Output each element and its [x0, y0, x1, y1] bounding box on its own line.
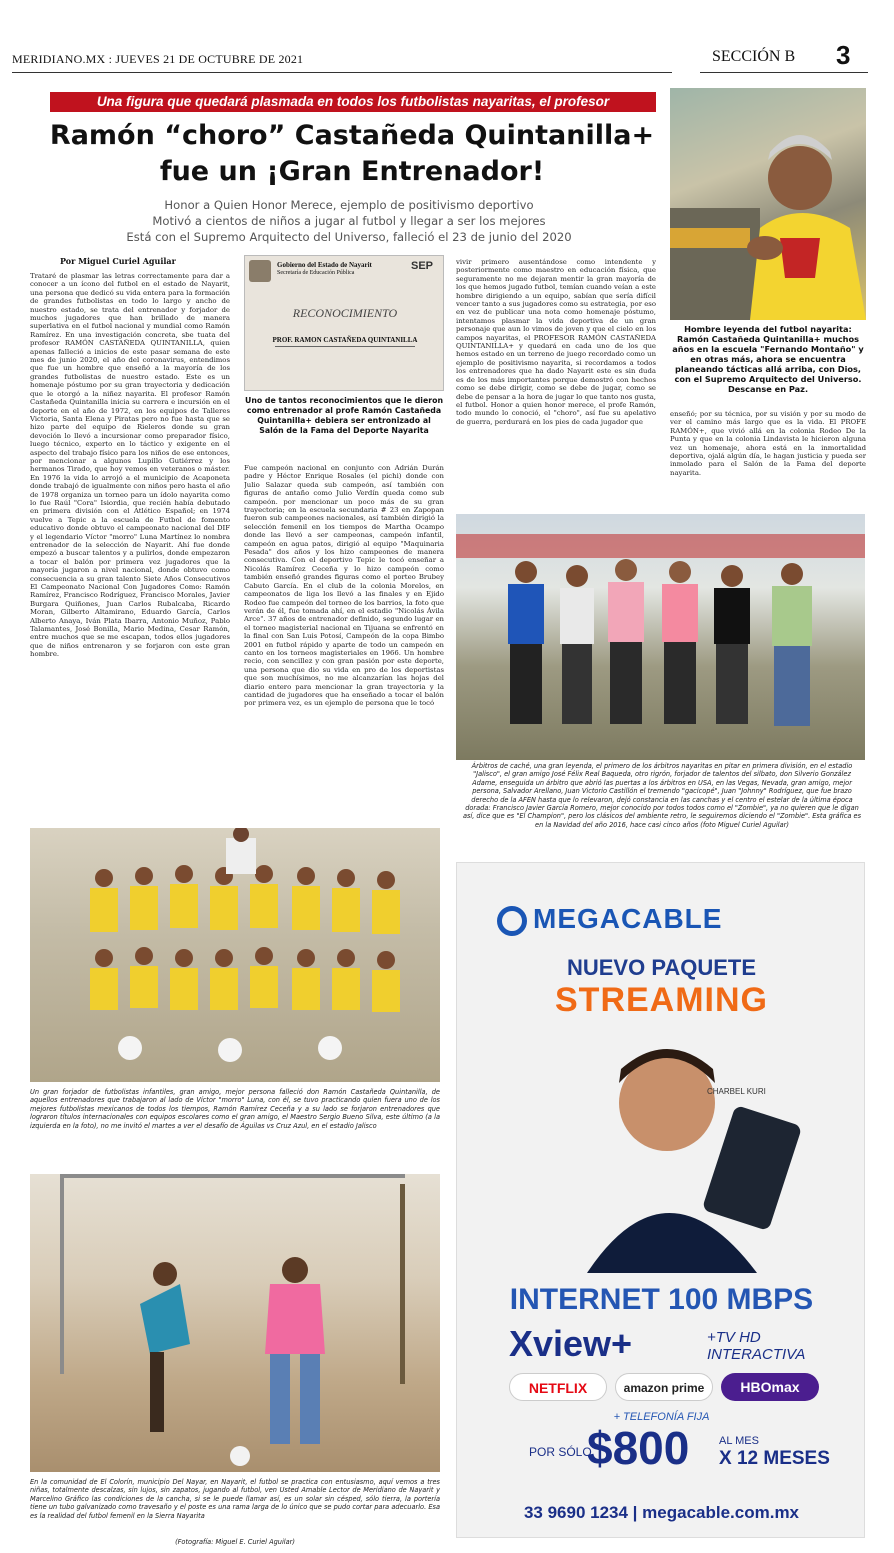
deck-line-1: Honor a Quien Honor Merece, ejemplo de positivismo deportivo — [164, 198, 534, 212]
portrait-caption: Hombre leyenda del futbol nayarita: Ramón Castañeda Quintanilla+ muchos años en la escuela "Fernando Montaño" y en otras más, ahora se encuentra planeando tácticas allá arriba, con Dios, con el Supremo Arquitecto del Universo. Descanse en Paz. — [672, 324, 864, 394]
deck — [40, 197, 658, 245]
megacable-logo — [497, 903, 722, 936]
referees-caption: Árbitros de caché, una gran leyenda, el primero de los árbitros nayaritas en pitar en primera división, en el estadio "Jalisco", el gran amigo José Félix Real Baqueda, otro rigrón, forjador de talentos del silbato, don Silverio González Adame, enseguida un árbitro que abrió las puertas a los árbitros en USA, en las Vegas, Nevada, gran amigo, mejor persona, Salvador Arellano, Juan Victorio Castillón el tremendo "gacicopé", Juan "Johnny" Rodríguez, que fue brazo derecho de la AFEN hasta que lo relevaron, dejó constancia en las canchas y el centro el estelar de la última época dorada: Francisco Javier García Romero, mejor conocido por todos todos como el "Zombie", ya no quieren que le digan así, dice que es "El Champion", pero los clásicos del ambiente retro, le seguiremos diciendo el "Zombie". Esta gráfica es en la Navidad del año 2016, hace casi cinco años (foto Miguel Curiel Aguilar) — [462, 762, 862, 829]
ad-xview: Xview+ — [509, 1323, 633, 1364]
headline-line-1: Ramón “choro” Castañeda Quintanilla+ — [49, 120, 655, 151]
certificate-caption: Uno de tantos reconocimientos que le dieron como entrenador al profe Ramón Castañeda Quintanilla+ debiera ser entronizado al Salón de la Fama del Deporte Nayarita — [244, 396, 443, 435]
section-label: SECCIÓN B — [712, 48, 796, 65]
netflix-badge: NETFLIX — [509, 1373, 607, 1401]
ad-al-mes: AL MES — [719, 1435, 759, 1447]
ad-internet-speed: INTERNET 100 MBPS — [509, 1283, 814, 1316]
amazon-prime-badge: amazon prime — [615, 1373, 713, 1401]
dateline: MERIDIANO.MX : JUEVES 21 DE OCTUBRE DE 2021 — [12, 52, 304, 66]
ad-por-solo: POR SÓLO — [529, 1445, 592, 1459]
header-rule — [12, 72, 672, 73]
team-illustration — [30, 828, 440, 1082]
deck-line-2: Motivó a cientos de niños a jugar al futbol y llegar a ser los mejores — [152, 214, 546, 228]
ad-promo-streaming: STREAMING — [555, 981, 768, 1019]
article-column-4: enseñó; por su técnica, por su visión y por su modo de ver el camino más largo que es la vida. El PROFE RAMÓN+, que vivió allá en la colonia Rodeo De la Punta y que en la colonia Lindavista le hicieron alguna vez un homenaje, ahora está en la inmortalidad deportiva, ojalá algún día, le hagan justicia y pueda ser inmolado para el Salón de la Fama del deporte nayarita. — [670, 410, 866, 477]
girls-football-photo — [30, 1174, 440, 1472]
ad-12-meses: X 12 MESES — [719, 1448, 830, 1469]
article-column-2: Fue campeón nacional en conjunto con Adrián Durán padre y Héctor Enrique Rosales (el pichi) donde con Julio Salazar queda sub campeón, así también con figuras de antaño como Julio Verdín queda como sub campeón. por mencionar un poco más de su gran trayectoria; en la escuela secundaria # 23 en Zapopan fueron sub campeones nacionales, así también dirigió la selección femenil en los tiempos de Martha Ocampo donde las llevó a ser campeonas, campeón infantil, campeón en agua patos, dirigió al equipo "Maquinaria Pesada" dos años y los hizo campeones de manera consecutiva. Con el deportivo Tepic le tocó enseñar a Nicolás Ramírez Ceceña y lo hizo campeón como también enseñó grandes figuras como el porteo Brubey Cabuto García. En el club de la colonia Morelos, en campeonatos de liga los llevó a las finales y en Ejido Rodeo fue campeón del torneo de los barrios, la foto que verán de él, fue tomada ahí, en el estadio "Nicolás Ávila Arce". 37 años de entrenador definido, segundo lugar en el torneo magisterial nacional en Tijuana se enfrentó en la final con San Luis Potosí, Campeón de la copa Bimbo 2001 en futbol rápido y aparte de todo un campeón en canto en los torneos magisteriales en 1966. Un hombre recio, con sencillez y con gran pasión por este deporte, una persona que dio su vida en pro de los deportistas que son muchísimos, no me alcanzarían las hojas del diario entero para mencionar la gran trayectoria y la cantidad de jugadores que ha enseñado a tocar el balón por primera vez, es un ejemplo de persona que le tocó — [244, 464, 444, 708]
article-column-1: Trataré de plasmar las letras correctamente para dar a conocer a un ícono del futbol en el estado de Nayarit, una persona que dedicó su vida entera para la formación de grandes futbolistas en todo lo largo y ancho de nuestro estado, se trata del entrenador y forjador de muchos jugadores que han brillado de manera superlativa en el futbol nacional y mundial como Ramón Ramírez. En una investigación concreta, sbe tuata del profesor RAMÓN CASTAÑEDA QUINTANILLA, quien apenas falleció a inicios de este pasar semana de este mes de junio 2020, el año del coronavirus, entendimos que fue un hombre que enseñó a la mayoría de los grandes futbolistas de nuestro estado. Este es un homenaje póstumo por su gran trayectoria y dedicación que le otorgó a la niñez nayarita. El profesor Ramón Castañeda Quintanilla inicia su carrera e incursión en el deporte en el año de 1972, en los equipos de Talleres Victoria, Santa Elena y Piratas pero no fue hasta que se hizo parte del equipo de Rieleros donde su gran devoción lo llevó a incursionar como preparador físico, luego técnico, experto en lo táctico y exigente en el aspecto del trabajo físico para los niños de ese entonces, por mencionar a algunos Lupillo Gutiérrez y los hermanos Tirado, que hoy vemos en veteranos o máster. En 1976 la vida lo arrojó a el municipio de Acaponeta donde trabajó de igualmente con niños pero hasta el año de 1978 organiza un torneo para un ídolo nayarita como lo fue Raúl "Cora" Isiordia, que recién había debutado en primera división con el Atlético Español; en 1974 vuelve a Tepic a la escuela de Futbol de fomento educativo donde obtuvo el campeonato nacional del DIF y el legendario Víctor "morro" Luna Martínez lo nombra entrenador de la selección de Nayarit. Ahí fue donde empezó a buscar talentos y a pulirlos, donde empezaron a tocar el balón por primera vez jugadores que la mayoría jugaron a nivel nacional, donde obtuvo como consecuencia a su gran talento Siete Años Consecutivos El Campeonato Nacional Con Jugadores Como: Ramón Ramírez, Francisco Rodríguez, Francisco Morales, Javier Burgara Quiñones, Juan Carlos Rubalcaba, Ricardo Moran, Gilberto Altamirano, Eduardo García, Carlos Alberto Anaya, Iván Plata Ibarra, Antonio Muñoz, Pablo Talamantes, José Bonilla, Mario Medina, Cesar Ramón, entre muchos que se me escapan, todos ellos jugadores que de niños entrenaron y se forjaron con este gran hombre. — [30, 272, 230, 659]
girls-caption: En la comunidad de El Colorín, municipio Del Nayar, en Nayarit, el futbol se practica con entusiasmo, aquí vemos a tres niñas, totalmente descalzas, sin lujos, sin zapatos, jugando al futbol, ven Usted Amable Lector de Meridiano de Nayarit y Marcelino Gráfico las condiciones de la cancha, si se le puede llamar así, es un solar sin césped, sólo tierra, la portería tiene un tubo galvanizado como travesaño y el poste es una rama larga de lo único que se pudo cortar para adecuarlo. Esa es la realidad del futbol femenil en la Sierra Nayarita — [30, 1478, 440, 1520]
certificate-title: RECONOCIMIENTO — [292, 306, 398, 320]
ad-promo: NUEVO PAQUETE — [566, 955, 757, 980]
hbo-max-badge: HBOmax — [721, 1373, 819, 1401]
state-seal-icon — [249, 260, 271, 282]
ad-celebrity-illustration — [517, 1033, 817, 1273]
article-column-3: vivir primero ausentándose como intendente y posteriormente como maestro en educación física, que seguramente no me dejaran mentir la gran mayoría de los que hemos jugado futbol, temían cuando veían a este hombre dirigiendo a un equipo, sabían que sería difícil vencer tanto a sus jugadores como su estrategia, por eso en vez de publicar una nota como homenaje póstumo, intentamos plasmar la vida deportiva de un gran personaje que aun lo vimos de joven y que el cielo en los campos nayaritas, el PROFESOR RAMÓN CASTAÑEDA QUINTANILLA+ y quedará en cada uno de los que hemos estado en un terreno de juego recordado como un ejemplo de positivismo nayarita, si recordamos a todos los entrenadores que ha dado Nayarit este es sin duda es de los más importantes porque demostró con hechos como se debe dirigir, como se debe de jugar, como se debe de pensar a la hora de jugar lo que tanto nos gusta, el futbol. Honor a quien honor merece, el profe Ramón, todo mundo lo conoció, el "choro", así fue su apelativo de guerra, perdurará en los pies de cada jugador que — [456, 258, 656, 426]
deck-line-3: Está con el Supremo Arquitecto del Universo, falleció el 23 de junio del 2020 — [126, 230, 572, 244]
megacable-brand-text: MEGACABLE — [533, 903, 723, 934]
page-number: 3 — [836, 40, 851, 70]
kicker-banner: Una figura que quedará plasmada en todos los futbolistas nayaritas, el profesor — [50, 92, 656, 112]
ad-celebrity-name: CHARBEL KURI — [707, 1087, 766, 1096]
girls-illustration — [30, 1174, 440, 1472]
ad-contact[interactable]: 33 9690 1234 | megacable.com.mx — [523, 1503, 800, 1522]
certificate-gov-line: Gobierno del Estado de Nayarit — [277, 261, 372, 269]
headline — [18, 118, 686, 190]
megacable-advertisement[interactable] — [456, 862, 865, 1538]
ad-price: $800 — [587, 1422, 690, 1474]
team-photo — [30, 828, 440, 1082]
certificate-name: PROF. RAMON CASTAÑEDA QUINTANILLA — [272, 336, 418, 344]
header-rule-right — [700, 72, 868, 73]
ad-telefonia: + TELEFONÍA FIJA — [613, 1411, 710, 1423]
certificate-underline — [275, 346, 415, 347]
megacable-circle-icon — [497, 906, 527, 936]
team-caption: Un gran forjador de futbolistas infantiles, gran amigo, mejor persona falleció don Ramón Castañeda Quintanilla, de aquellos entrenadores que trabajaron al lado de Víctor "morro" Luna, con él, se tuvo practicando quien fuera uno de los mejores futbolistas mexicanos de todos los tiempos, Ramón Ramírez Ceceña y a su lado se forjaron entrenadores que lograron títulos internacionales con equipos escolares como el gran amigo, el Maestro Sergio Bueno Silva, este último (a la izquierda en la foto), no me invitó el martes a ver el desafío de Águilas vs Cruz Azul, en el estadio Jalisco — [30, 1088, 440, 1130]
portrait-photo — [670, 88, 866, 320]
byline: Por Miguel Curiel Aguilar — [60, 256, 176, 266]
portrait-illustration — [670, 88, 866, 320]
certificate-sep-line: Secretaría de Educación Pública — [277, 270, 355, 276]
sep-logo: SEP — [411, 260, 434, 272]
referees-illustration — [456, 514, 865, 760]
ad-tv-hd: +TV HD INTERACTIVA — [707, 1329, 806, 1363]
headline-line-2: fue un ¡Gran Entrenador! — [159, 156, 545, 187]
certificate-photo — [244, 255, 444, 391]
referees-photo — [456, 514, 865, 760]
girls-photo-credit: (Fotografía: Miguel E. Curiel Aguilar) — [175, 1538, 295, 1546]
